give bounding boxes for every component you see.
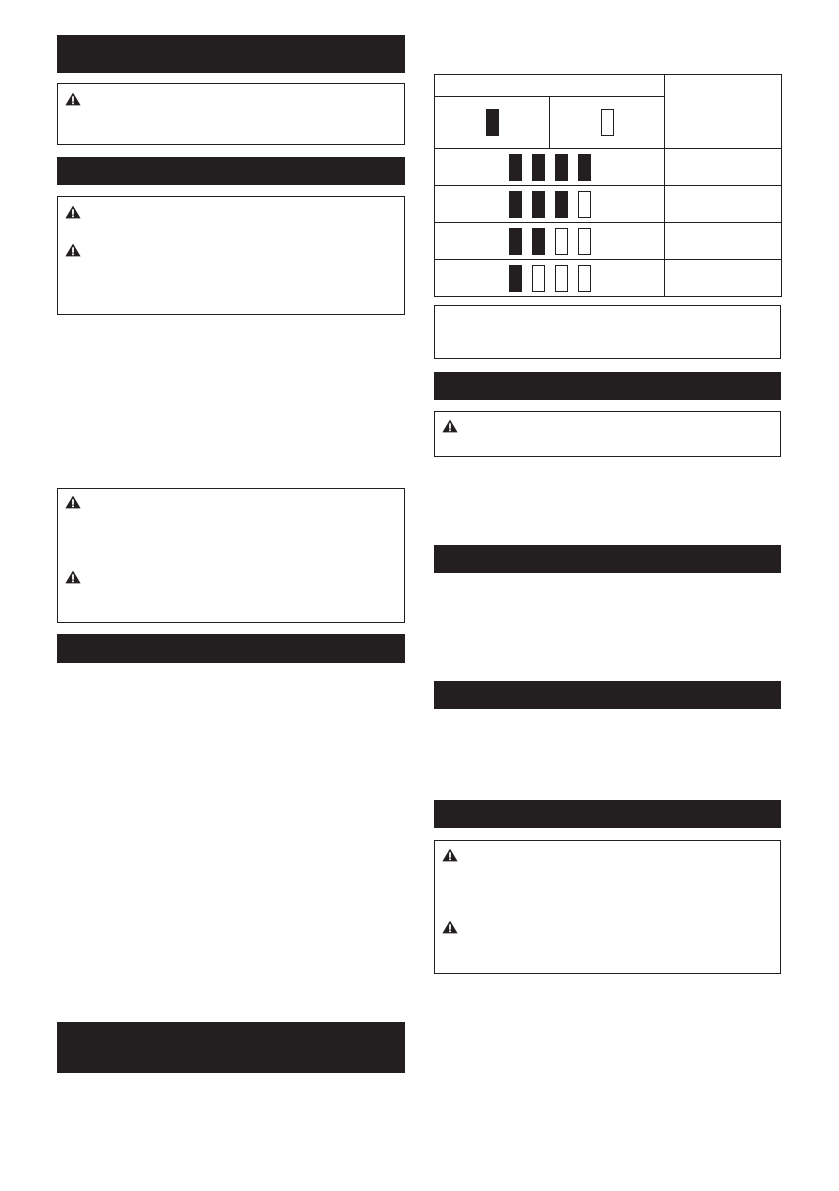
section-bar-5 bbox=[434, 372, 781, 400]
capacity-cell bbox=[665, 260, 782, 297]
lamp-lit-icon bbox=[532, 191, 545, 218]
indicator-header-cell bbox=[435, 75, 665, 97]
capacity-cell bbox=[665, 186, 782, 223]
remaining-capacity-header-cell bbox=[665, 75, 782, 149]
section-bar-1 bbox=[57, 35, 405, 73]
warning-triangle-icon bbox=[65, 205, 81, 219]
lamp-lit-icon bbox=[555, 154, 568, 181]
warning-triangle-icon bbox=[442, 920, 458, 934]
section-bar-7 bbox=[434, 681, 781, 709]
lamp-lit-icon bbox=[578, 154, 591, 181]
lamp-off-icon bbox=[555, 228, 568, 255]
warning-triangle-icon bbox=[442, 848, 458, 862]
indicator-row-3-lamps bbox=[435, 186, 665, 223]
warning-box-1 bbox=[57, 83, 405, 145]
warning-box-2 bbox=[57, 196, 405, 315]
lamp-off-icon bbox=[601, 109, 614, 136]
section-bar-2 bbox=[57, 157, 405, 185]
lamp-off-icon bbox=[578, 228, 591, 255]
section-bar-8 bbox=[434, 800, 781, 828]
lamp-lit-icon bbox=[532, 228, 545, 255]
warning-box-4 bbox=[434, 411, 781, 457]
lamp-off-icon bbox=[532, 265, 545, 292]
capacity-cell bbox=[665, 223, 782, 260]
lamp-lit-icon bbox=[509, 228, 522, 255]
section-bar-4 bbox=[57, 1022, 405, 1073]
warning-box-5 bbox=[434, 840, 781, 974]
indicator-row-1-lamp bbox=[435, 260, 665, 297]
lamp-off-icon bbox=[578, 191, 591, 218]
legend-lit-cell bbox=[435, 97, 550, 149]
lamp-lit-icon bbox=[509, 154, 522, 181]
section-bar-3 bbox=[57, 634, 405, 663]
warning-triangle-icon bbox=[65, 570, 81, 584]
legend-off-cell bbox=[550, 97, 665, 149]
lamp-lit-icon bbox=[509, 265, 522, 292]
warning-triangle-icon bbox=[65, 92, 81, 106]
indicator-row-4-lamps bbox=[435, 149, 665, 186]
warning-triangle-icon bbox=[65, 243, 81, 257]
lamp-off-icon bbox=[555, 265, 568, 292]
lamp-lit-icon bbox=[532, 154, 545, 181]
warning-box-3 bbox=[57, 488, 405, 623]
indicator-row-2-lamps bbox=[435, 223, 665, 260]
warning-triangle-icon bbox=[65, 495, 81, 509]
battery-indicator-table bbox=[434, 74, 782, 297]
section-bar-6 bbox=[434, 545, 781, 573]
warning-triangle-icon bbox=[442, 419, 458, 433]
note-box bbox=[434, 305, 781, 359]
lamp-lit-icon bbox=[486, 109, 499, 136]
capacity-cell bbox=[665, 149, 782, 186]
lamp-off-icon bbox=[578, 265, 591, 292]
lamp-lit-icon bbox=[555, 191, 568, 218]
lamp-lit-icon bbox=[509, 191, 522, 218]
